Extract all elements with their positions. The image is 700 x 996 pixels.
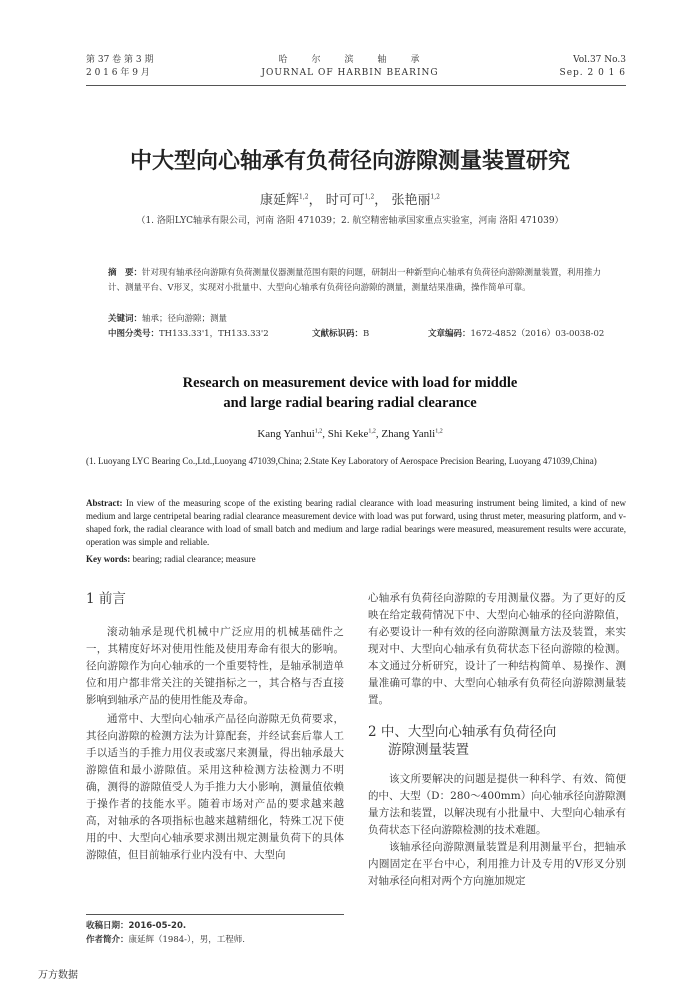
- journal-name: [220, 54, 480, 80]
- keywords-cn: [108, 312, 606, 327]
- date-cn: 2 0 1 6 年 9 月: [86, 68, 150, 78]
- clc: 中图分类号：TH133.33'1，TH133.33'2: [108, 329, 269, 339]
- title-en-line2: and large radial bearing radial clearance: [223, 395, 477, 411]
- volume-issue-cn: [86, 54, 153, 80]
- abstract-en: [86, 497, 626, 549]
- title-cn: 中大型向心轴承有负荷径向游隙测量装置研究: [129, 149, 570, 174]
- volume-issue-en: [546, 54, 626, 80]
- keywords-en-text: bearing; radial clearance; measure: [130, 554, 256, 564]
- abstract-cn: [108, 266, 606, 296]
- classification: [108, 327, 606, 342]
- journal-en: JOURNAL OF HARBIN BEARING: [261, 68, 439, 78]
- section-1-heading: 1 前言: [86, 591, 126, 607]
- column-right: [368, 590, 626, 890]
- doc-code: 文献标识码：B: [312, 329, 370, 339]
- abstract-en-text: In view of the measuring scope of the existing bearing radial clearance with load measuring instrument being limited, a kind of new medium and large centripetal bearing radial clearance measurement device with load was put forward, using thrust meter, measuring platform, and v-shaped fork, the radial clearance with load of small batch and medium and large radial bearings were measured, measurement results were accurate, operation was simple and reliable.: [86, 498, 626, 547]
- received-date: 收稿日期：2016-05-20.: [86, 921, 187, 931]
- article-code: 文章编码：1672-4852（2016）03-0038-02: [428, 329, 605, 339]
- date-en: Sep. 2 0 1 6: [559, 68, 626, 78]
- journal-cn: 哈 尔 滨 轴 承: [278, 55, 422, 65]
- section-2-heading: 2 中、大型向心轴承有负荷径向 游隙测量装置: [368, 724, 557, 758]
- author-en-1: Kang Yanhui$^{1,2}$,: [257, 428, 328, 440]
- footnote: [86, 914, 344, 947]
- author-bio: 作者简介：康延辉（1984-），男，工程师.: [86, 935, 245, 945]
- title-en: [0, 373, 700, 413]
- keywords-cn-label: 关键词：: [108, 314, 143, 324]
- watermark: 万方数据: [38, 970, 78, 981]
- column-left: [86, 590, 344, 864]
- section-2-paragraph-1: 该文所要解决的问题是提供一种科学、有效、简便的中、大型（D：280～400mm）向心轴承径向游隙测量方法和装置，以解决现有小批量中、大型向心轴承有负荷状态下径向游隙检测的技术难题。: [368, 773, 626, 836]
- header-rule: [86, 85, 626, 86]
- author-3: 张艳丽$^{1,2}$: [391, 193, 440, 208]
- section-1-paragraph-1: 滚动轴承是现代机械中广泛应用的机械基础件之一，其精度好坏对使用性能及使用寿命有很大的影响。径向游隙作为向心轴承的一个重要特性，是轴承制造单位和用户都非常关注的关键指标之一，其合格与否直接影响到轴承产品的使用性能及寿命。: [86, 626, 344, 706]
- section-2-paragraph-2: 该轴承径向游隙测量装置是利用测量平台，把轴承内圈固定在平台中心，利用推力计及专用的V形叉分别对轴承径向相对两个方向施加规定: [368, 841, 626, 887]
- affiliation-en: (1. Luoyang LYC Bearing Co.,Ltd.,Luoyang 471039,China; 2.State Key Laboratory of Aerospace Precision Bearing, Luoyang 471039,China): [86, 456, 597, 466]
- author-en-3: Zhang Yanli$^{1,2}$: [381, 428, 443, 440]
- volume-en: Vol.37 No.3: [573, 55, 626, 65]
- author-1: 康延辉$^{1,2}$，: [260, 193, 322, 208]
- authors-cn: [0, 189, 700, 208]
- author-en-2: Shi Keke$^{1,2}$,: [327, 428, 382, 440]
- section-1-paragraph-3: 心轴承有负荷径向游隙的专用测量仪器。为了更好的反映在给定载荷情况下中、大型向心轴承的径向游隙值，有必要设计一种有效的径向游隙测量方法及装置，来实现对中、大型向心轴承有负荷状态下径向游隙的检测。本文通过分析研究，设计了一种结构简单、易操作、测量准确可靠的中、大型向心轴承有负荷径向游隙测量装置。: [368, 592, 626, 706]
- abstract-cn-label: 摘 要：: [108, 268, 143, 278]
- section-1-paragraph-2: 通常中、大型向心轴承产品径向游隙无负荷要求，其径向游隙的检测方法为计算配套，并经试套后靠人工手以适当的手推力用仪表或塞尺来测量，得出轴承最大游隙值和最小游隙值。采用这种检测方法检测力不明确，测得的游隙值受人为手推力大小影响，测量值依赖于操作者的技能水平。随着市场对产品的要求越来越高，对轴承的各项指标也越来越精细化，特殊工况下使用的中、大型向心轴承要求测出规定测量负荷下的具体游隙值，但目前轴承行业内没有中、大型向: [86, 713, 344, 861]
- author-2: 时可可$^{1,2}$，: [325, 193, 388, 208]
- authors-en: [0, 428, 700, 440]
- keywords-en-label: Key words:: [86, 554, 131, 564]
- abstract-en-label: Abstract:: [86, 498, 123, 508]
- keywords-en: [86, 553, 626, 566]
- title-en-line1: Research on measurement device with load for middle: [182, 375, 518, 391]
- keywords-cn-text: 轴承；径向游隙；测量: [142, 314, 228, 324]
- affiliation-cn: （1. 洛阳LYC轴承有限公司，河南 洛阳 471039；2. 航空精密轴承国家重点实验室，河南 洛阳 471039）: [136, 216, 564, 226]
- abstract-cn-text: 针对现有轴承径向游隙有负荷测量仪器测量范围有限的问题，研制出一种新型向心轴承有负荷径向游隙测量装置，利用推力计、测量平台、V形叉，实现对小批量中、大型向心轴承有负荷径向游隙的测量，测量结果准确，操作简单可靠。: [108, 268, 602, 293]
- volume-cn: 第 37 卷 第 3 期: [86, 55, 154, 65]
